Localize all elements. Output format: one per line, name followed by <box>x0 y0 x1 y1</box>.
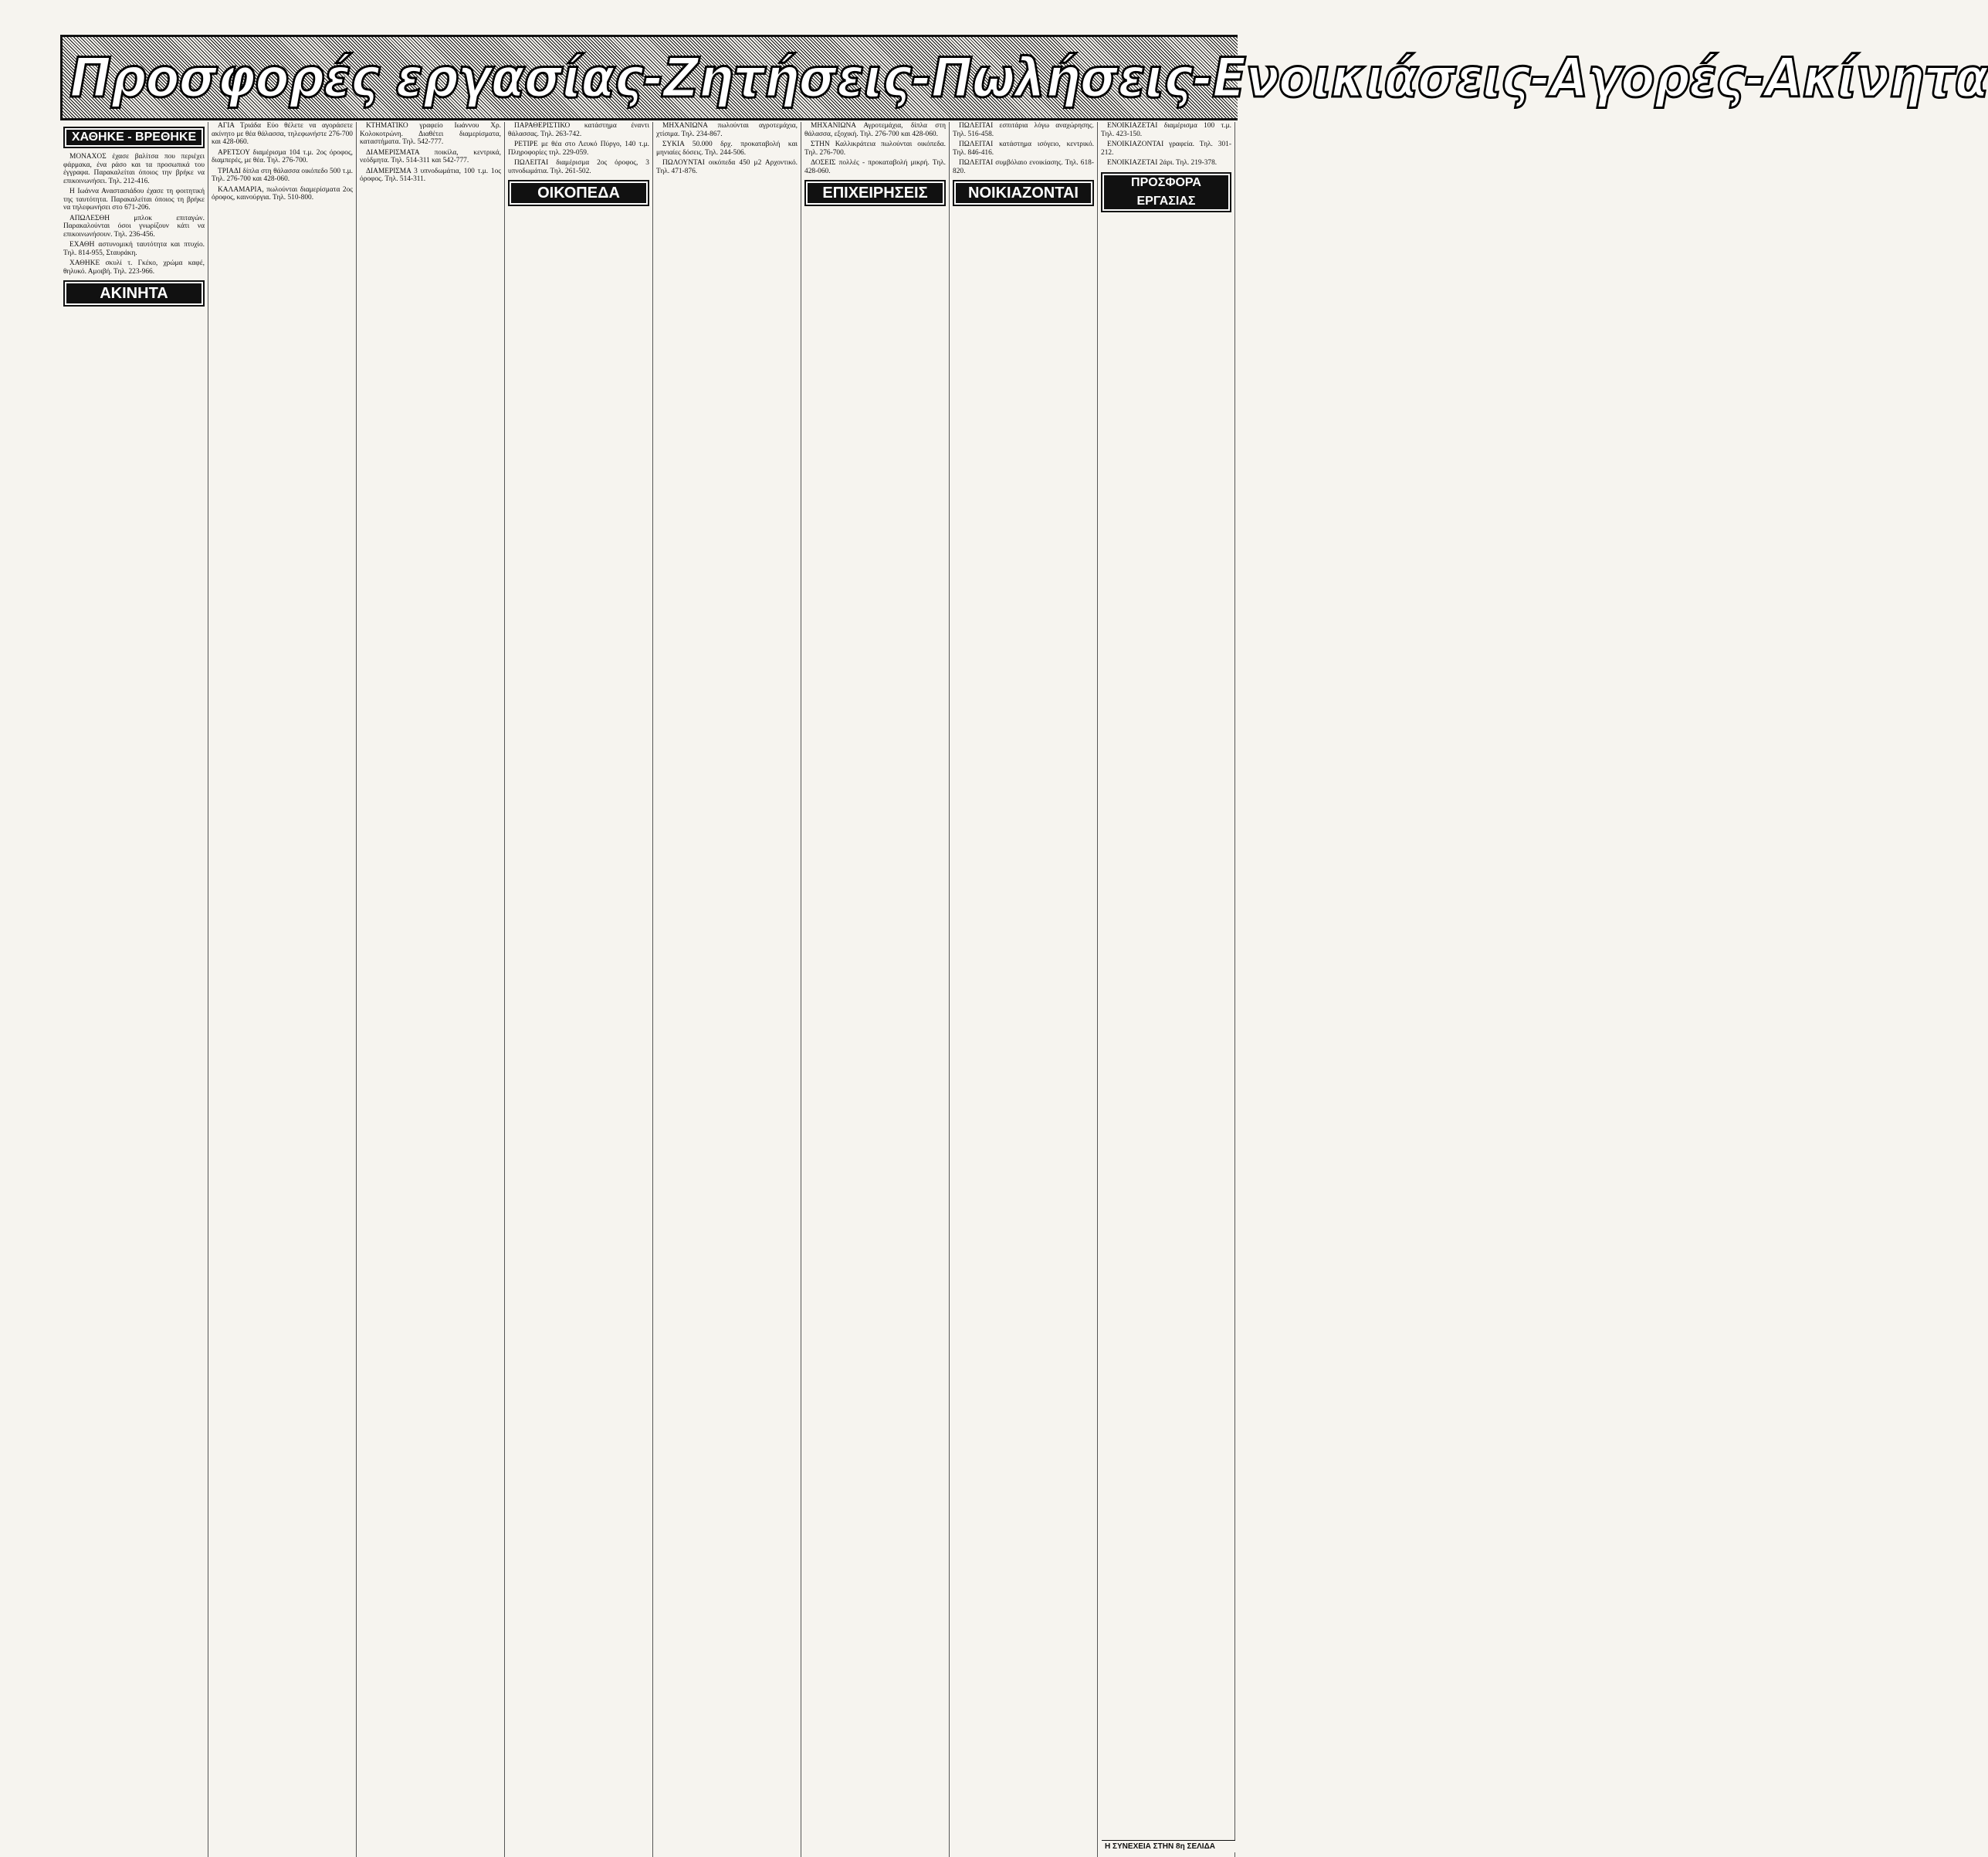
list-item: Η Ιωάννα Αναστασιάδου έχασε τη φοιτητική της ταυτότητα. Παρακαλείται όποιος τη βρήκε να τηλεφωνήσει στο 671-206. <box>63 188 205 212</box>
list-item: ΕΝΟΙΚΙΑΖΟΝΤΑΙ γραφεία. Τηλ. 301-212. <box>1101 141 1231 157</box>
classifieds-page <box>60 122 1235 1857</box>
column-7 <box>950 122 1098 1857</box>
banner-title: Προσφορές εργασίας-Ζητήσεις-Πωλήσεις-Ενοικιάσεις-Αγορές-Ακίνητα <box>69 46 1988 110</box>
list-item: ΜΟΝΑΧΟΣ έχασε βαλίτσα που περιέχει φάρμακα, ένα ράσο και τα προσωπικά του έγγραφα. Παρακαλείται όποιος την βρήκε να επικοινωνήσει. Τηλ. 212-416. <box>63 153 205 185</box>
list-item: ΠΩΛΟΥΝΤΑΙ οικόπεδα 450 μ2 Αρχοντικό. Τηλ. 471-876. <box>656 159 798 175</box>
page-banner <box>60 35 1988 120</box>
list-item: ΜΗΧΑΝΙΩΝΑ πωλούνται αγροτεμάχια, χτίσιμα. Τηλ. 234-867. <box>656 122 798 138</box>
list-item: ΑΠΩΛΕΣΘΗ μπλοκ επιταγών. Παρακαλούνται όσοι γνωρίζουν κάτι να επικοινωνήσουν. Τηλ. 236-456. <box>63 214 205 239</box>
list-item: ΕΧΑΘΗ αστυνομική ταυτότητα και πτυχίο. Τηλ. 814-955, Σταυράκη. <box>63 241 205 257</box>
section-business: ΕΠΙΧΕΙΡΗΣΕΙΣ <box>804 180 946 206</box>
list-item: ΠΩΛΕΙΤΑΙ διαμέρισμα 2ος όροφος, 3 υπνοδωμάτια. Τηλ. 261-502. <box>508 159 649 175</box>
column-4 <box>505 122 653 1857</box>
continuation-note: Η ΣΥΝΕΧΕΙΑ ΣΤΗΝ 8η ΣΕΛΙΔΑ <box>1102 1840 1235 1852</box>
list-item: ΔΙΑΜΕΡΙΣΜΑ 3 υπνοδωμάτια, 100 τ.μ. 1ος όροφος. Τηλ. 514-311. <box>360 167 501 183</box>
section-work-offer: ΠΡΟΣΦΟΡΑ ΕΡΓΑΣΙΑΣ <box>1101 172 1231 212</box>
list-item: ΣΤΗΝ Καλλικράτεια πωλούνται οικόπεδα. Τηλ. 276-700. <box>804 141 946 157</box>
section-land: ΟΙΚΟΠΕΔΑ <box>508 180 649 206</box>
list-item: ΚΤΗΜΑΤΙΚΟ γραφείο Ιωάννου Χρ. Κολοκοτρώνη. Διαθέτει διαμερίσματα, καταστήματα. Τηλ. 542-777. <box>360 122 501 146</box>
list-item: ΠΩΛΕΙΤΑΙ συμβόλαιο ενοικίασης. Τηλ. 618-820. <box>953 159 1094 175</box>
list-item: ΡΕΤΙΡΕ με θέα στο Λευκό Πύργο, 140 τ.μ. Πληροφορίες τηλ. 229-059. <box>508 141 649 157</box>
list-item: ΕΝΟΙΚΙΑΖΕΤΑΙ διαμέρισμα 100 τ.μ. Τηλ. 423-150. <box>1101 122 1231 138</box>
list-item: ΠΩΛΕΙΤΑΙ κατάστημα ισόγειο, κεντρικό. Τηλ. 846-416. <box>953 141 1094 157</box>
column-6 <box>801 122 950 1857</box>
list-item: ΚΑΛΑΜΑΡΙΑ, πωλούνται διαμερίσματα 2ος όροφος, καινούργια. Τηλ. 510-800. <box>212 185 353 202</box>
list-item: ΜΗΧΑΝΙΩΝΑ Αγροτεμάχια, δίπλα στη θάλασσα, εξοχική. Τηλ. 276-700 και 428-060. <box>804 122 946 138</box>
list-item: ΔΙΑΜΕΡΙΣΜΑΤΑ ποικίλα, κεντρικά, νεόδμητα. Τηλ. 514-311 και 542-777. <box>360 148 501 164</box>
list-item: ΤΡΙΑΔΙ δίπλα στη θάλασσα οικόπεδο 500 τ.μ. Τηλ. 276-700 και 428-060. <box>212 167 353 183</box>
list-item: ΑΡΕΤΣΟΥ διαμέρισμα 104 τ.μ. 2ος όροφος, διαμπερές, με θέα. Τηλ. 276-700. <box>212 148 353 164</box>
column-8 <box>1098 122 1235 1857</box>
column-1 <box>60 122 208 1857</box>
column-3 <box>357 122 505 1857</box>
list-item: ΕΝΟΙΚΙΑΖΕΤΑΙ 2άρι. Τηλ. 219-378. <box>1107 159 1218 167</box>
column-5 <box>653 122 801 1857</box>
list-item: ΠΑΡΑΘΕΡΙΣΤΙΚΟ κατάστημα έναντι θάλασσας. Τηλ. 263-742. <box>508 122 649 138</box>
list-item: ΑΓΙΑ Τριάδα Εύο θέλετε να αγοράσετε ακίνητο με θέα θάλασσα, τηλεφωνήστε 276-700 και 428-060. <box>212 122 353 146</box>
section-lost-found: ΧΑΘΗΚΕ - ΒΡΕΘΗΚΕ <box>63 127 205 148</box>
section-real-estate: ΑΚΙΝΗΤΑ <box>63 280 205 307</box>
list-item: ΣΥΚΙΑ 50.000 δρχ. προκαταβολή και μηνιαίες δόσεις. Τηλ. 244-506. <box>656 141 798 157</box>
list-item: ΧΑΘΗΚΕ σκυλί τ. Γκέκο, χρώμα καφέ, θηλυκό. Αμοιβή. Τηλ. 223-966. <box>63 259 205 276</box>
list-item: ΔΟΣΕΙΣ πολλές - προκαταβολή μικρή. Τηλ. 428-060. <box>804 159 946 175</box>
list-item: ΠΩΛΕΙΤΑΙ εσπιτάρια λόγω αναχώρησης. Τηλ. 516-458. <box>953 122 1094 138</box>
column-2 <box>208 122 357 1857</box>
section-rentals: ΝΟΙΚΙΑΖΟΝΤΑΙ <box>953 180 1094 206</box>
